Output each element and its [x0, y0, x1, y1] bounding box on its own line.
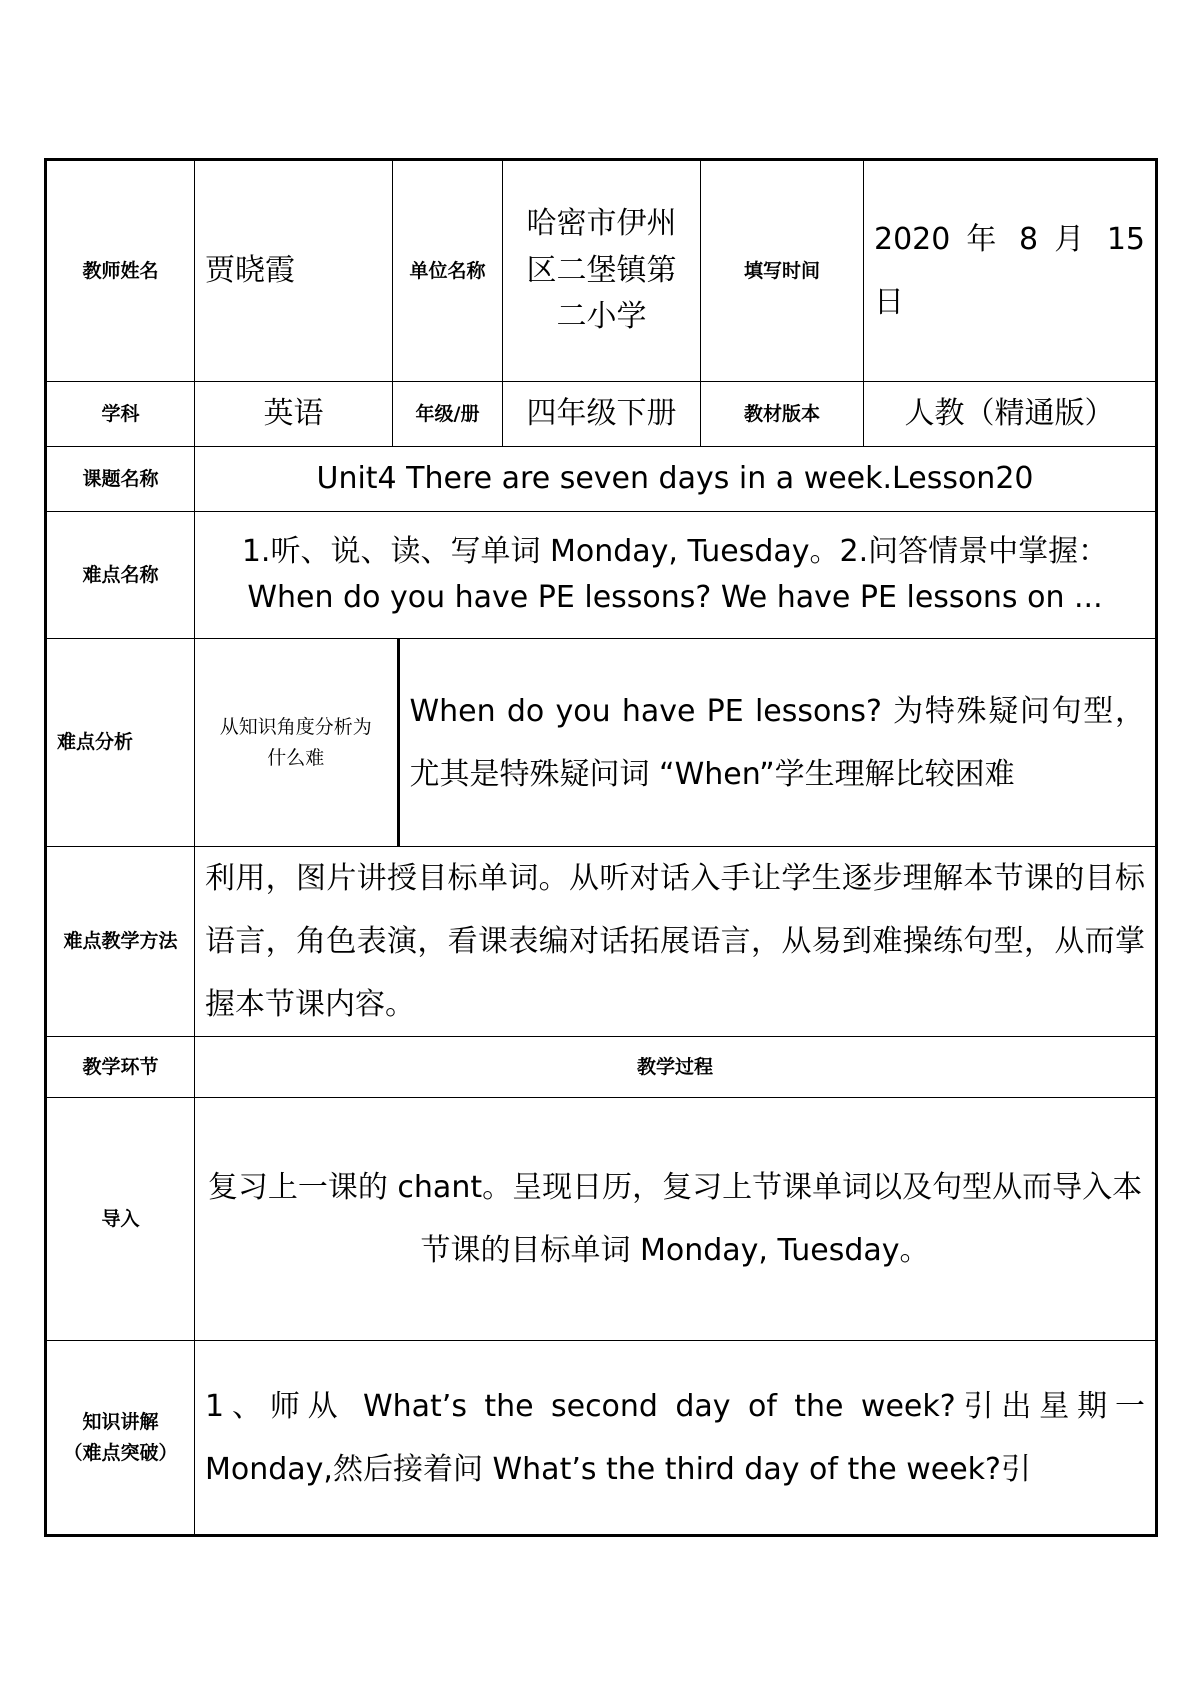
analysis-value: When do you have PE lessons? 为特殊疑问句型，尤其是特殊疑问词 “When”学生理解比较困难 — [409, 693, 1145, 792]
unit-name-label: 单位名称 — [393, 160, 503, 382]
method-value: 利用，图片讲授目标单词。从听对话入手让学生逐步理解本节课的目标语言，角色表演，看课表编对话拓展语言，从易到难操练句型，从而掌握本节课内容。 — [195, 847, 1157, 1037]
lesson-plan-table — [44, 158, 1158, 1537]
method-label: 难点教学方法 — [46, 847, 195, 1037]
difficulty-line-2: When do you have PE lessons? We have PE lessons on ... — [247, 580, 1103, 615]
fill-time: 2020 年 8 月 15 日 — [864, 160, 1157, 382]
intro-label: 导入 — [46, 1098, 195, 1341]
teacher-name: 贾晓霞 — [195, 160, 393, 382]
topic-value: Unit4 There are seven days in a week.Lesson20 — [195, 447, 1157, 512]
analysis-sub-label: 从知识角度分析为什么难 — [195, 639, 398, 846]
row-difficulty — [46, 512, 1157, 639]
intro-value: 复习上一课的 chant。呈现日历，复习上节课单词以及句型从而导入本节课的目标单词 Monday, Tuesday。 — [195, 1098, 1157, 1341]
knowledge-label-line-1: 知识讲解 — [82, 1411, 159, 1434]
row-knowledge — [46, 1341, 1157, 1536]
row-analysis — [46, 639, 1157, 847]
row-topic — [46, 447, 1157, 512]
row-course-info — [46, 382, 1157, 447]
row-method — [46, 847, 1157, 1037]
topic-label: 课题名称 — [46, 447, 195, 512]
knowledge-label — [46, 1341, 195, 1536]
difficulty-line-1: 1.听、说、读、写单词 Monday, Tuesday。2.问答情景中掌握： — [241, 533, 1109, 569]
difficulty-label: 难点名称 — [46, 512, 195, 639]
knowledge-label-line-2: （难点突破） — [63, 1441, 178, 1464]
analysis-subtable — [195, 639, 1155, 846]
subject: 英语 — [195, 382, 393, 447]
row-process-header — [46, 1037, 1157, 1098]
analysis-cell — [195, 639, 1157, 847]
edition-label: 教材版本 — [701, 382, 864, 447]
step-label: 教学环节 — [46, 1037, 195, 1098]
analysis-label: 难点分析 — [46, 639, 195, 847]
process-label: 教学过程 — [195, 1037, 1157, 1098]
edition: 人教（精通版） — [864, 382, 1157, 447]
fill-time-label: 填写时间 — [701, 160, 864, 382]
subject-label: 学科 — [46, 382, 195, 447]
grade-label: 年级/册 — [393, 382, 503, 447]
row-teacher-info — [46, 160, 1157, 382]
unit-name: 哈密市伊州区二堡镇第二小学 — [503, 160, 701, 382]
row-intro — [46, 1098, 1157, 1341]
teacher-name-label: 教师姓名 — [46, 160, 195, 382]
difficulty-value — [195, 512, 1157, 639]
grade: 四年级下册 — [503, 382, 701, 447]
knowledge-value: 1、师从 What’s the second day of the week?引出星期一 Monday,然后接着问 What’s the third day of the week?引 — [195, 1341, 1157, 1536]
